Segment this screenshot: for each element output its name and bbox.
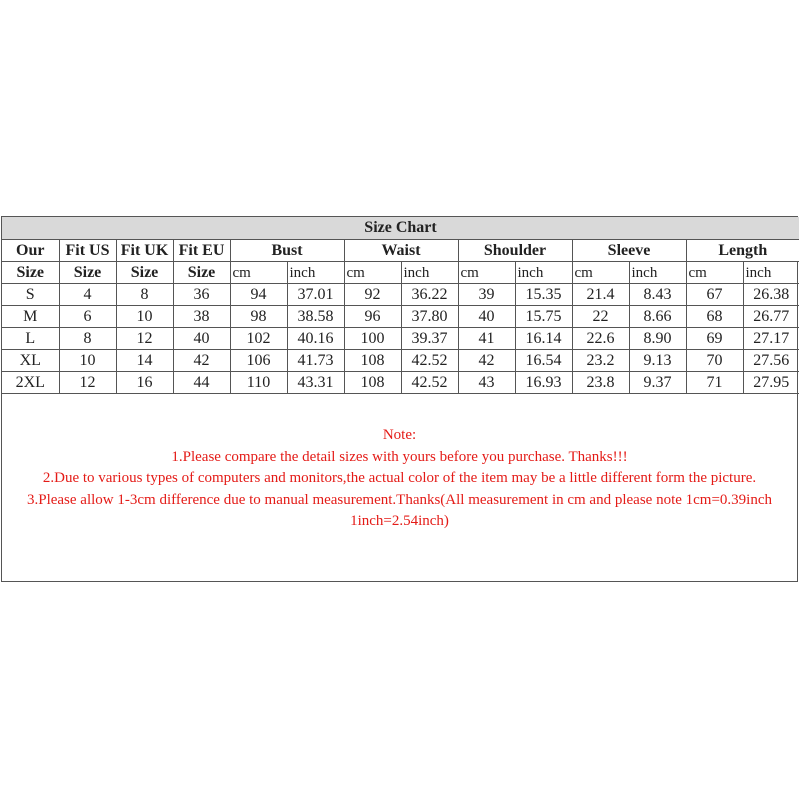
header-us-size: Size <box>59 262 116 284</box>
header-row-2 <box>2 262 799 284</box>
table-cell: 36.22 <box>401 284 458 306</box>
table-cell: 14 <box>116 350 173 372</box>
table-cell: 15.35 <box>515 284 572 306</box>
table-cell: 8 <box>59 328 116 350</box>
table-cell: 67 <box>686 284 743 306</box>
note-heading: Note: <box>382 427 417 443</box>
unit-sleeve-cm: cm <box>572 262 629 284</box>
table-cell: 21.4 <box>572 284 629 306</box>
table-cell: 22.6 <box>572 328 629 350</box>
table-cell: 40 <box>458 306 515 328</box>
table-cell: 43.31 <box>287 372 344 394</box>
table-cell: XL <box>2 350 59 372</box>
unit-shoulder-cm: cm <box>458 262 515 284</box>
table-cell: 26.38 <box>743 284 799 306</box>
table-cell: 26.77 <box>743 306 799 328</box>
header-bust: Bust <box>230 240 344 262</box>
table-cell: 39.37 <box>401 328 458 350</box>
table-cell: 16.54 <box>515 350 572 372</box>
table-row <box>2 350 799 372</box>
table-cell: 42 <box>173 350 230 372</box>
table-cell: 38 <box>173 306 230 328</box>
table-cell: 8.90 <box>629 328 686 350</box>
table-cell: 15.75 <box>515 306 572 328</box>
table-cell: 27.56 <box>743 350 799 372</box>
table-cell: 41 <box>458 328 515 350</box>
table-cell: 43 <box>458 372 515 394</box>
header-fit-uk: Fit UK <box>116 240 173 262</box>
size-table <box>2 217 799 394</box>
table-cell: 10 <box>116 306 173 328</box>
unit-length-inch: inch <box>743 262 799 284</box>
table-row <box>2 328 799 350</box>
header-uk-size: Size <box>116 262 173 284</box>
header-our-size: Size <box>2 262 59 284</box>
note-line-3: 3.Please allow 1-3cm difference due to manual measurement.Thanks(All measurement in cm and please note 1cm=0.39inch 1inch=2.54inch) <box>26 491 773 529</box>
table-cell: S <box>2 284 59 306</box>
header-length: Length <box>686 240 799 262</box>
table-cell: 9.13 <box>629 350 686 372</box>
table-cell: 16.14 <box>515 328 572 350</box>
header-fit-eu: Fit EU <box>173 240 230 262</box>
unit-sleeve-inch: inch <box>629 262 686 284</box>
table-cell: 108 <box>344 350 401 372</box>
table-cell: 70 <box>686 350 743 372</box>
note-line-1: 1.Please compare the detail sizes with yours before you purchase. Thanks!!! <box>171 448 628 465</box>
note-line-2: 2.Due to various types of computers and monitors,the actual color of the item may be a little different form the picture. <box>42 470 757 486</box>
table-cell: 16.93 <box>515 372 572 394</box>
table-cell: 42.52 <box>401 350 458 372</box>
table-cell: 98 <box>230 306 287 328</box>
table-cell: 68 <box>686 306 743 328</box>
table-cell: 10 <box>59 350 116 372</box>
size-chart <box>1 216 798 582</box>
table-cell: 12 <box>116 328 173 350</box>
table-cell: 27.17 <box>743 328 799 350</box>
unit-waist-cm: cm <box>344 262 401 284</box>
table-cell: 37.01 <box>287 284 344 306</box>
unit-shoulder-inch: inch <box>515 262 572 284</box>
table-cell: 22 <box>572 306 629 328</box>
table-cell: 9.37 <box>629 372 686 394</box>
table-cell: 6 <box>59 306 116 328</box>
table-cell: 92 <box>344 284 401 306</box>
chart-title: Size Chart <box>2 217 799 240</box>
header-sleeve: Sleeve <box>572 240 686 262</box>
table-cell: 16 <box>116 372 173 394</box>
table-cell: 38.58 <box>287 306 344 328</box>
table-cell: 94 <box>230 284 287 306</box>
table-cell: 40.16 <box>287 328 344 350</box>
table-cell: 37.80 <box>401 306 458 328</box>
table-row <box>2 284 799 306</box>
table-cell: 23.8 <box>572 372 629 394</box>
table-cell: L <box>2 328 59 350</box>
table-cell: 44 <box>173 372 230 394</box>
table-cell: 110 <box>230 372 287 394</box>
table-cell: 106 <box>230 350 287 372</box>
table-cell: 41.73 <box>287 350 344 372</box>
table-cell: 23.2 <box>572 350 629 372</box>
table-row <box>2 372 799 394</box>
table-cell: 96 <box>344 306 401 328</box>
unit-waist-inch: inch <box>401 262 458 284</box>
table-cell: 42.52 <box>401 372 458 394</box>
table-cell: 102 <box>230 328 287 350</box>
table-row <box>2 306 799 328</box>
unit-bust-inch: inch <box>287 262 344 284</box>
table-cell: 8 <box>116 284 173 306</box>
header-waist: Waist <box>344 240 458 262</box>
unit-length-cm: cm <box>686 262 743 284</box>
header-fit-us: Fit US <box>59 240 116 262</box>
header-row-1 <box>2 240 799 262</box>
table-cell: 12 <box>59 372 116 394</box>
table-cell: 4 <box>59 284 116 306</box>
table-cell: M <box>2 306 59 328</box>
title-row <box>2 217 799 240</box>
size-rows <box>2 284 799 394</box>
table-cell: 2XL <box>2 372 59 394</box>
table-cell: 27.95 <box>743 372 799 394</box>
table-cell: 69 <box>686 328 743 350</box>
table-cell: 36 <box>173 284 230 306</box>
table-cell: 40 <box>173 328 230 350</box>
header-shoulder: Shoulder <box>458 240 572 262</box>
notes-section <box>2 425 797 533</box>
table-cell: 100 <box>344 328 401 350</box>
unit-bust-cm: cm <box>230 262 287 284</box>
table-cell: 39 <box>458 284 515 306</box>
table-cell: 42 <box>458 350 515 372</box>
table-cell: 71 <box>686 372 743 394</box>
header-our: Our <box>2 240 59 262</box>
header-eu-size: Size <box>173 262 230 284</box>
table-cell: 108 <box>344 372 401 394</box>
table-cell: 8.43 <box>629 284 686 306</box>
table-cell: 8.66 <box>629 306 686 328</box>
